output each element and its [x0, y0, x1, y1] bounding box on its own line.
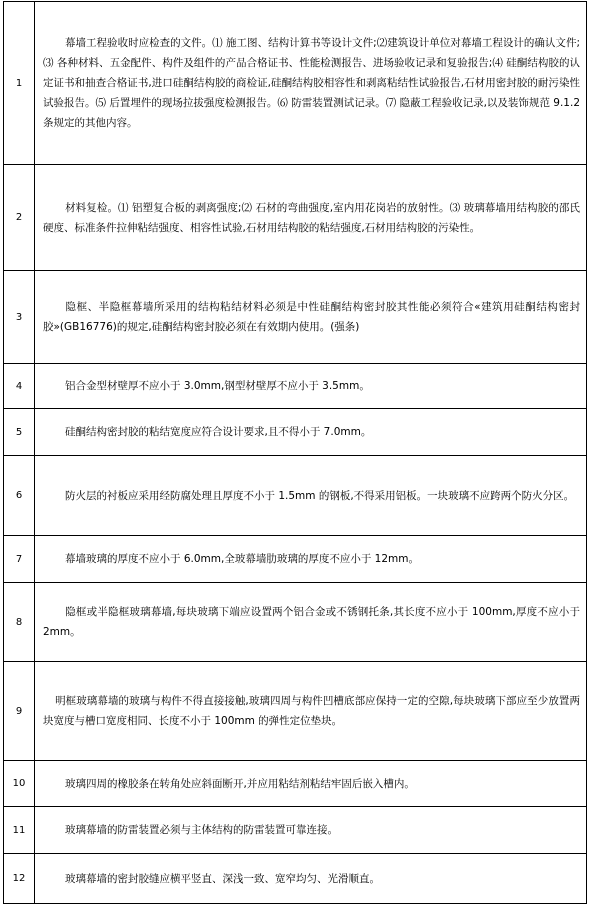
row-number: 2	[4, 165, 35, 271]
row-content	[35, 536, 587, 583]
table-row	[4, 456, 587, 536]
row-text: 玻璃幕墙的密封胶缝应横平竖直、深浅一致、宽窄均匀、光滑顺直。	[65, 872, 380, 885]
row-content	[35, 854, 587, 904]
row-number: 7	[4, 536, 35, 583]
row-text: 铝合金型材壁厚不应小于 3.0mm,钢型材壁厚不应小于 3.5mm。	[65, 380, 370, 392]
requirements-table	[3, 1, 587, 904]
table-row	[4, 807, 587, 854]
row-text: 幕墙工程验收时应检查的文件。⑴ 施工图、结构计算书等设计文件;⑵建筑设计单位对幕墙工程设计的确认文件; ⑶ 各种材料、五金配件、构件及组件的产品合格证书、性能检测报告、进场验收记录和复验报告;⑷ 硅酮结构胶的认定证书和抽查合格证书,进口硅酮结构胶的商检证,硅酮结构胶相容性和剥离粘结性试验报告,石材用密封胶的耐污染性试验报告。⑸ 后置埋件的现场拉拔强度检测报告。⑹ 防雷装置测试记录。⑺ 隐蔽工程验收记录,以及装饰规范 9.1.2 条规定的其他内容。	[43, 37, 580, 129]
row-number: 10	[4, 761, 35, 807]
table-row	[4, 662, 587, 761]
row-text: 玻璃幕墙的防雷装置必须与主体结构的防雷装置可靠连接。	[65, 824, 338, 836]
table-row	[4, 761, 587, 807]
row-content	[35, 165, 587, 271]
row-text: 隐框、半隐框幕墙所采用的结构粘结材料必须是中性硅酮结构密封胶其性能必须符合«建筑用硅酮结构密封胶»(GB16776)的规定,硅酮结构密封胶必须在有效期内使用。(强条)	[43, 301, 580, 333]
row-text: 幕墙玻璃的厚度不应小于 6.0mm,全玻幕墙肋玻璃的厚度不应小于 12mm。	[65, 553, 419, 565]
table-row	[4, 165, 587, 271]
table-row	[4, 409, 587, 456]
row-content	[35, 662, 587, 761]
row-text: 明框玻璃幕墙的玻璃与构件不得直接接触,玻璃四周与构件凹槽底部应保持一定的空隙,每块玻璃下部应至少放置两块宽度与槽口宽度相同、长度不小于 100mm 的弹性定位垫块。	[43, 695, 580, 727]
row-text: 材料复检。⑴ 铝塑复合板的剥离强度;⑵ 石材的弯曲强度,室内用花岗岩的放射性。⑶ 玻璃幕墙用结构胶的邵氏硬度、标准条件拉伸粘结强度、相容性试验,石材用结构胶的粘结强度,石材用结构胶的污染性。	[43, 201, 580, 234]
row-content	[35, 456, 587, 536]
row-content	[35, 583, 587, 662]
row-number: 9	[4, 662, 35, 761]
row-number: 12	[4, 854, 35, 904]
table-row	[4, 271, 587, 364]
table-row	[4, 583, 587, 662]
row-text: 玻璃四周的橡胶条在转角处应斜面断开,并应用粘结剂粘结牢固后嵌入槽内。	[65, 777, 415, 790]
row-content	[35, 271, 587, 364]
row-number: 8	[4, 583, 35, 662]
row-number: 1	[4, 2, 35, 165]
row-number: 3	[4, 271, 35, 364]
row-text: 硅酮结构密封胶的粘结宽度应符合设计要求,且不得小于 7.0mm。	[65, 426, 372, 438]
table-row	[4, 2, 587, 165]
row-number: 6	[4, 456, 35, 536]
row-number: 5	[4, 409, 35, 456]
row-text: 防火层的衬板应采用经防腐处理且厚度不小于 1.5mm 的钢板,不得采用铝板。一块玻璃不应跨两个防火分区。	[65, 489, 575, 502]
table-row	[4, 364, 587, 409]
row-content	[35, 409, 587, 456]
table-row	[4, 854, 587, 904]
row-number: 11	[4, 807, 35, 854]
table-row	[4, 536, 587, 583]
row-content	[35, 761, 587, 807]
row-content	[35, 807, 587, 854]
row-text: 隐框或半隐框玻璃幕墙,每块玻璃下端应设置两个铝合金或不锈钢托条,其长度不应小于 100mm,厚度不应小于 2mm。	[43, 606, 580, 638]
row-content	[35, 364, 587, 409]
row-number: 4	[4, 364, 35, 409]
row-content	[35, 2, 587, 165]
